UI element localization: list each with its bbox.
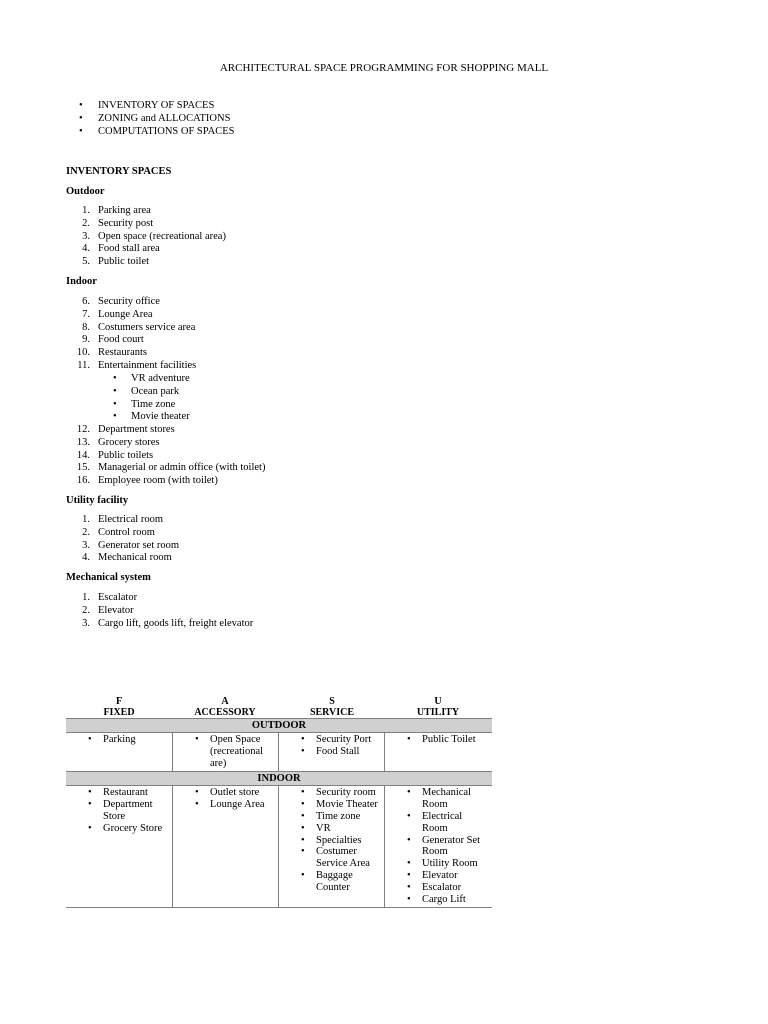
table-row (66, 733, 492, 771)
overview-item: • INVENTORY OF SPACES (66, 100, 234, 113)
list-item: 3. Generator set room (82, 539, 180, 551)
mechanical-heading: Mechanical system (66, 572, 151, 583)
list-item: 7. Lounge Area (82, 308, 153, 320)
list-item: • Time zone (66, 399, 190, 412)
table-cell (384, 786, 490, 907)
cell-item: • Cargo Lift (385, 894, 490, 906)
mechanical-list (66, 592, 253, 630)
section-band-outdoor: OUTDOOR (66, 718, 492, 733)
list-item: 10. Restaurants (76, 347, 147, 359)
indoor-list (66, 296, 196, 373)
cell-item: • Utility Room (385, 858, 490, 870)
outdoor-list (66, 205, 226, 269)
zoning-table (66, 696, 492, 908)
cell-item: • Security Port (279, 734, 384, 746)
table-cell (66, 733, 172, 771)
cell-item: • Grocery Store (66, 823, 172, 835)
column-header-utility: U UTILITY (416, 696, 460, 718)
list-item: 9. Food court (82, 334, 144, 346)
table-cell (66, 786, 172, 907)
cell-item: • Costumer Service Area (279, 846, 384, 870)
cell-item: • Generator Set Room (385, 835, 490, 859)
list-item: 1. Escalator (82, 592, 138, 603)
cell-item: • Time zone (279, 811, 384, 823)
table-cell (384, 733, 490, 771)
cell-item: • Department Store (66, 799, 172, 823)
list-item: 3. Cargo lift, goods lift, freight elevator (82, 617, 254, 629)
list-item: 8. Costumers service area (82, 321, 196, 333)
list-item: 16. Employee room (with toilet) (76, 475, 218, 487)
list-item: 2. Elevator (82, 604, 134, 616)
overview-item: • ZONING and ALLOCATIONS (66, 113, 234, 126)
list-item: • Movie theater (66, 411, 190, 424)
list-item: • Ocean park (66, 386, 190, 399)
section-band-indoor: INDOOR (66, 771, 492, 786)
cell-item: • Open Space (recreational are) (173, 734, 278, 769)
column-header-fixed: F FIXED (103, 696, 135, 718)
table-row (66, 786, 492, 908)
list-item: • VR adventure (66, 373, 190, 386)
cell-item: • Mechanical Room (385, 787, 490, 811)
indoor-list-continued (66, 424, 265, 488)
column-header-accessory: A ACCESSORY (194, 696, 256, 718)
list-item: 12. Department stores (76, 424, 175, 435)
table-cell (172, 786, 278, 907)
table-cell (172, 733, 278, 771)
cell-item: • Public Toilet (385, 734, 490, 746)
list-item: 5. Public toilet (82, 256, 150, 268)
entertainment-sublist (66, 373, 190, 424)
overview-list (66, 100, 234, 138)
cell-item: • Lounge Area (173, 799, 278, 811)
list-item: 2. Control room (82, 526, 155, 538)
cell-item: • Security room (279, 787, 384, 799)
cell-item: • VR (279, 823, 384, 835)
cell-item: • Baggage Counter (279, 870, 384, 894)
table-cell (278, 733, 384, 771)
cell-item: • Specialties (279, 835, 384, 847)
indoor-heading: Indoor (66, 276, 97, 287)
cell-item: • Electrical Room (385, 811, 490, 835)
inventory-heading: INVENTORY SPACES (66, 166, 172, 177)
list-item: 4. Food stall area (82, 243, 160, 255)
cell-item: • Parking (66, 734, 172, 746)
overview-item: • COMPUTATIONS OF SPACES (66, 126, 234, 139)
list-item: 3. Open space (recreational area) (82, 230, 226, 242)
column-header-service: S SERVICE (309, 696, 355, 718)
cell-item: • Food Stall (279, 746, 384, 758)
list-item: 13. Grocery stores (76, 436, 160, 448)
list-item: 1. Parking area (82, 205, 151, 216)
list-item: 1. Electrical room (82, 514, 164, 525)
page-title: ARCHITECTURAL SPACE PROGRAMMING FOR SHOPPING MALL (219, 62, 549, 74)
list-item: 6. Security office (82, 296, 160, 307)
utility-list (66, 514, 179, 565)
list-item: 2. Security post (82, 217, 154, 229)
table-header (66, 696, 492, 718)
list-item: 14. Public toilets (76, 449, 154, 461)
cell-item: • Escalator (385, 882, 490, 894)
list-item: 4. Mechanical room (82, 552, 172, 564)
table-cell (278, 786, 384, 907)
outdoor-heading: Outdoor (66, 186, 105, 197)
cell-item: • Movie Theater (279, 799, 384, 811)
cell-item: • Outlet store (173, 787, 278, 799)
utility-heading: Utility facility (66, 495, 129, 506)
cell-item: • Elevator (385, 870, 490, 882)
list-item: 11. Entertainment facilities (77, 359, 197, 371)
cell-item: • Restaurant (66, 787, 172, 799)
list-item: 15. Managerial or admin office (with toilet) (76, 462, 266, 474)
